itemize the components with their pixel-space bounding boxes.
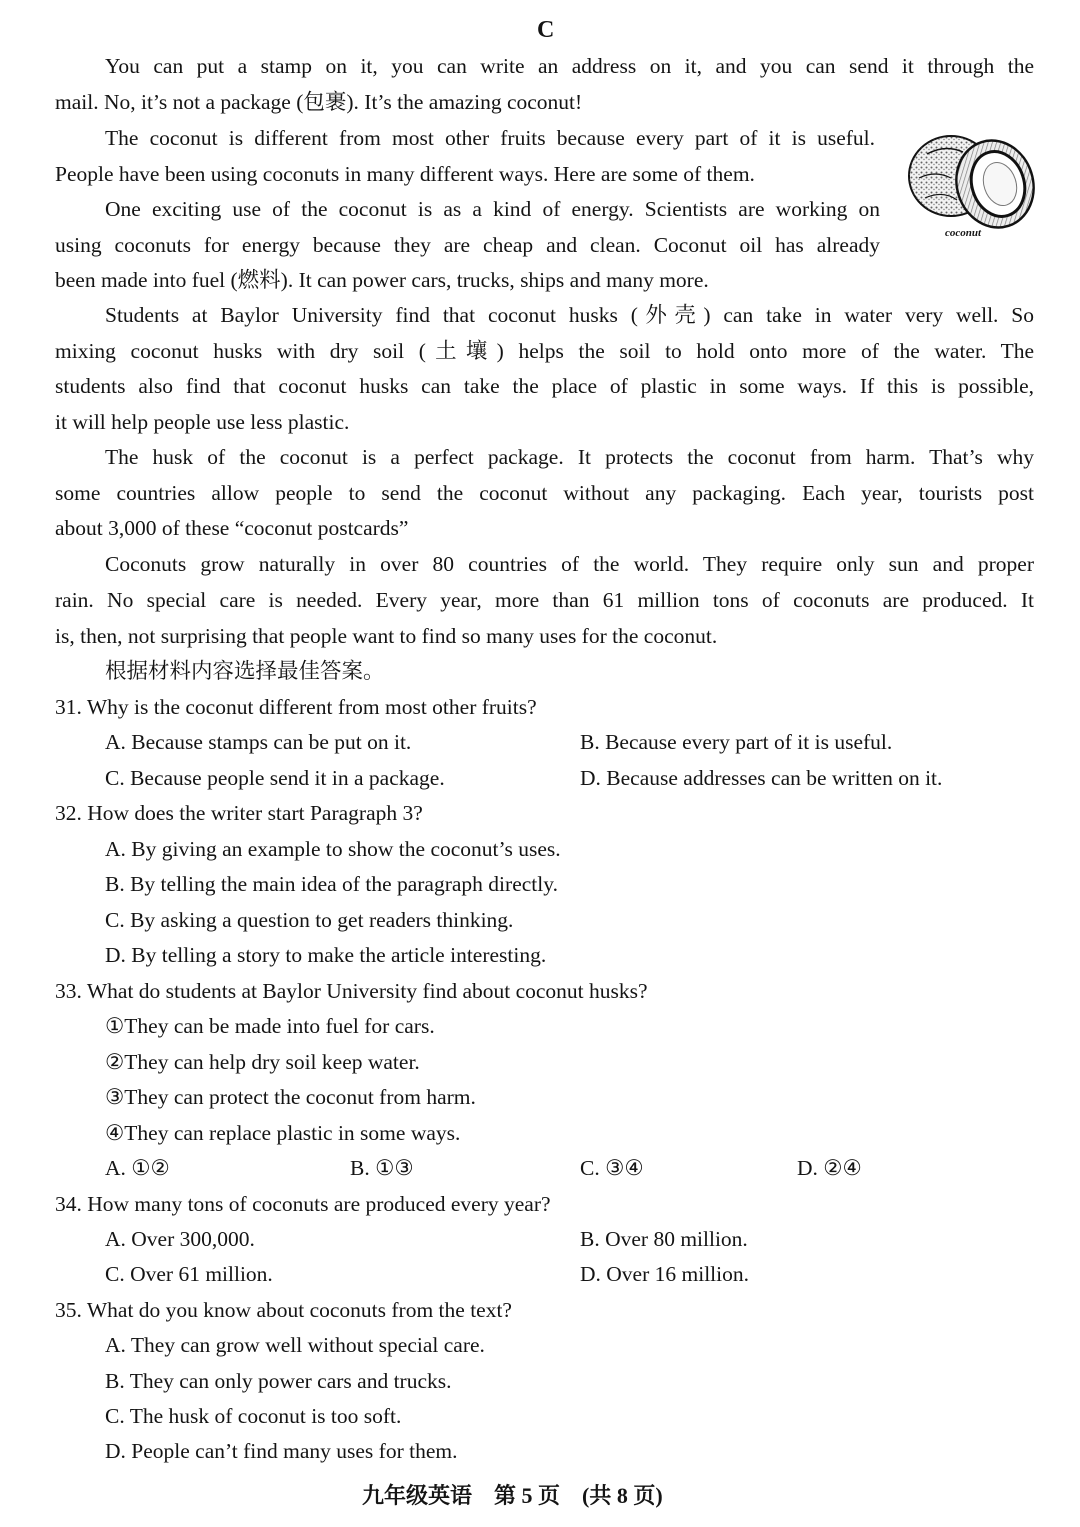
passage-p4-line2: mixing coconut husks with dry soil (土壤) helps the soil to hold onto more of the water. The [55,339,1034,363]
passage-p5-line1: The husk of the coconut is a perfect package. It protects the coconut from harm. That’s why [105,445,1034,469]
question-35-option-b: B. They can only power cars and trucks. [105,1369,452,1393]
passage-p5-line3: about 3,000 of these “coconut postcards” [55,516,409,540]
question-35-option-a: A. They can grow well without special care. [105,1333,485,1357]
passage-p4-line3: students also find that coconut husks can take the place of plastic in some ways. If this is possible, [55,374,1034,398]
question-32-option-b: B. By telling the main idea of the paragraph directly. [105,872,558,896]
question-33-stem: 33. What do students at Baylor University find about coconut husks? [55,979,648,1003]
passage-p2-line2: People have been using coconuts in many different ways. Here are some of them. [55,162,755,186]
coconut-caption: coconut [945,227,982,239]
question-35-stem: 35. What do you know about coconuts from the text? [55,1298,512,1322]
passage-p3-line1: One exciting use of the coconut is as a kind of energy. Scientists are working on [105,197,880,221]
passage-p6-line3: is, then, not surprising that people want to find so many uses for the coconut. [55,624,718,648]
question-31-option-a: A. Because stamps can be put on it. [105,730,412,754]
question-32-option-c: C. By asking a question to get readers thinking. [105,908,514,932]
question-34-option-b: B. Over 80 million. [580,1227,748,1251]
question-33-option-c: C. ③④ [580,1156,644,1180]
passage-p1-line2: mail. No, it’s not a package (包裹). It’s the amazing coconut! [55,90,583,114]
question-34-option-d: D. Over 16 million. [580,1262,749,1286]
passage-p4-line4: it will help people use less plastic. [55,410,350,434]
question-33-option-b: B. ①③ [350,1156,414,1180]
question-32-stem: 32. How does the writer start Paragraph 3? [55,801,423,825]
question-34-option-c: C. Over 61 million. [105,1262,273,1286]
question-33-option-a: A. ①② [105,1156,170,1180]
section-title: C [537,17,555,43]
page-footer: 九年级英语 第 5 页 (共 8 页) [362,1483,663,1508]
question-34-option-a: A. Over 300,000. [105,1227,255,1251]
passage-p2-line1: The coconut is different from most other fruits because every part of it is useful. [105,126,875,150]
question-33-statement-1: ①They can be made into fuel for cars. [105,1014,435,1038]
passage-p3-line3: been made into fuel (燃料). It can power cars, trucks, ships and many more. [55,268,709,292]
question-32-option-a: A. By giving an example to show the coconut’s uses. [105,837,561,861]
question-33-statement-4: ④They can replace plastic in some ways. [105,1121,461,1145]
passage-p6-line2: rain. No special care is needed. Every year, more than 61 million tons of coconuts are produced. It [55,588,1034,612]
passage-p6-line1: Coconuts grow naturally in over 80 countries of the world. They require only sun and proper [105,552,1034,576]
question-31-option-b: B. Because every part of it is useful. [580,730,893,754]
question-31-stem: 31. Why is the coconut different from most other fruits? [55,695,537,719]
passage-p1-line1: You can put a stamp on it, you can write an address on it, and you can send it through the [105,54,1034,78]
question-33-statement-3: ③They can protect the coconut from harm. [105,1085,476,1109]
instruction: 根据材料内容选择最佳答案。 [105,659,385,683]
passage-p4-line1: Students at Baylor University find that coconut husks (外壳) can take in water very well. So [105,303,1034,327]
question-31-option-c: C. Because people send it in a package. [105,766,445,790]
question-33-option-d: D. ②④ [797,1156,862,1180]
passage-p3-line2: using coconuts for energy because they are cheap and clean. Coconut oil has already [55,233,880,257]
question-31-option-d: D. Because addresses can be written on it. [580,766,943,790]
question-35-option-d: D. People can’t find many uses for them. [105,1439,458,1463]
passage-p5-line2: some countries allow people to send the coconut without any packaging. Each year, tourists post [55,481,1034,505]
question-34-stem: 34. How many tons of coconuts are produced every year? [55,1192,551,1216]
question-32-option-d: D. By telling a story to make the article interesting. [105,943,547,967]
question-35-option-c: C. The husk of coconut is too soft. [105,1404,402,1428]
question-33-statement-2: ②They can help dry soil keep water. [105,1050,420,1074]
